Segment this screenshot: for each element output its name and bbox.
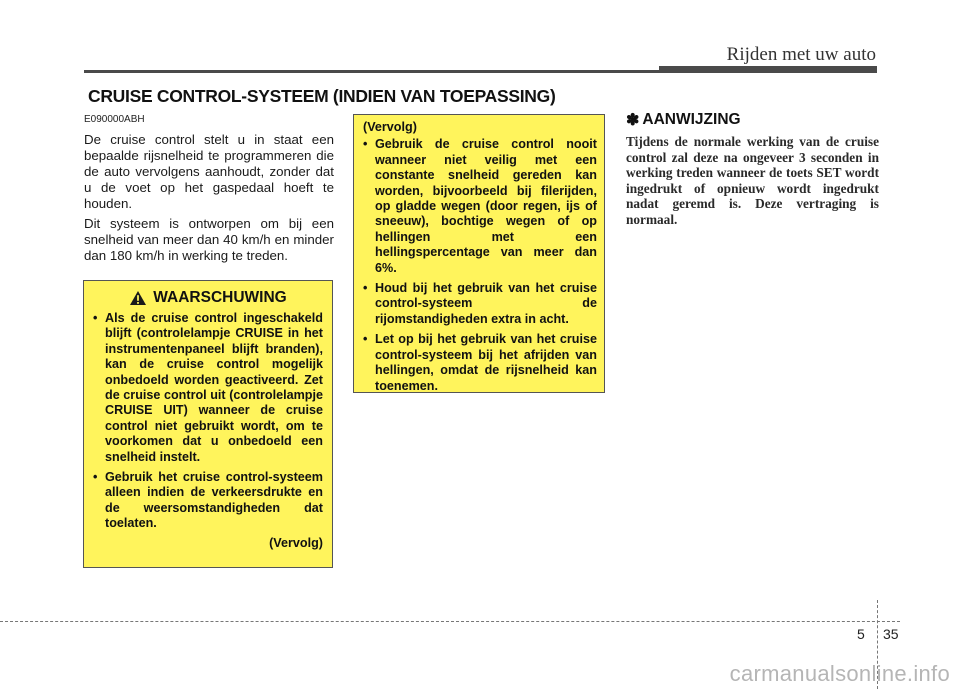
warning-item: • Gebruik het cruise control-systeem alleen indien de verkeersdrukte en de weersomstandigheden dat toelaten. <box>93 470 323 532</box>
warning-heading <box>93 290 323 306</box>
warning-continued-box <box>353 114 605 393</box>
note-star-icon: ✽ <box>626 112 640 129</box>
intro-paragraph-1: De cruise control stelt u in staat een bepaalde rijsnelheid te programmeren die de auto vervolgens aanhoudt, zonder dat u de voet op het gaspedaal hoeft te houden. <box>84 132 334 211</box>
note-heading-label: AANWIJZING <box>642 111 741 128</box>
intro-column <box>84 111 334 268</box>
continued-label: (Vervolg) <box>269 535 323 550</box>
warning-heading-label: WAARSCHUWING <box>153 289 287 307</box>
warning-item: • Let op bij het gebruik van het cruise control-systeem bij het afrijden van hellingen, omdat de rijsnelheid kan toenemen. <box>363 332 597 394</box>
intro-paragraph-2: Dit systeem is ontworpen om bij een snelheid van meer dan 40 km/h en minder dan 180 km/h in werking te treden. <box>84 216 334 263</box>
page-number: 35 <box>883 626 899 642</box>
document-code: E090000ABH <box>84 114 145 125</box>
warning-continued-list <box>363 137 597 394</box>
footer-rule <box>0 621 900 622</box>
chapter-number: 5 <box>857 626 865 642</box>
continued-heading: (Vervolg) <box>363 120 417 134</box>
note-heading <box>626 110 879 130</box>
note-column <box>626 110 879 228</box>
running-header: Rijden met uw auto <box>726 44 876 65</box>
warning-triangle-icon <box>129 290 147 306</box>
warning-item: • Gebruik de cruise control nooit wanneer niet veilig met een constante snelheid gereden kan worden, bijvoorbeeld bij filerijden, op gladde wegen (door regen, ijs of sneeuw), bochtige wegen of op hellingen met een hellingspercentage van meer dan 6%. <box>363 137 597 276</box>
warning-item: • Houd bij het gebruik van het cruise control-systeem de rijomstandigheden extra in acht. <box>363 281 597 327</box>
section-title: CRUISE CONTROL-SYSTEEM (INDIEN VAN TOEPASSING) <box>88 86 556 106</box>
header-rule-accent <box>659 66 877 73</box>
warning-box <box>83 280 333 568</box>
note-text: Tijdens de normale werking van de cruise control zal deze na ongeveer 3 seconden in werking treden wanneer de toets SET wordt ingedrukt of opnieuw wordt ingedrukt nadat geremd is. Deze vertraging is normaal. <box>626 134 879 227</box>
warning-item: • Als de cruise control ingeschakeld blijft (controlelampje CRUISE in het instrumentenpaneel blijft branden), kan de cruise control mogelijk onbedoeld worden geactiveerd. Zet de cruise control uit (controlelampje CRUISE UIT) wanneer de cruise control niet gebruikt wordt, om te voorkomen dat u onbedoeld een snelheid instelt. <box>93 311 323 465</box>
warning-list <box>93 311 323 532</box>
watermark: carmanualsonline.info <box>729 661 950 686</box>
